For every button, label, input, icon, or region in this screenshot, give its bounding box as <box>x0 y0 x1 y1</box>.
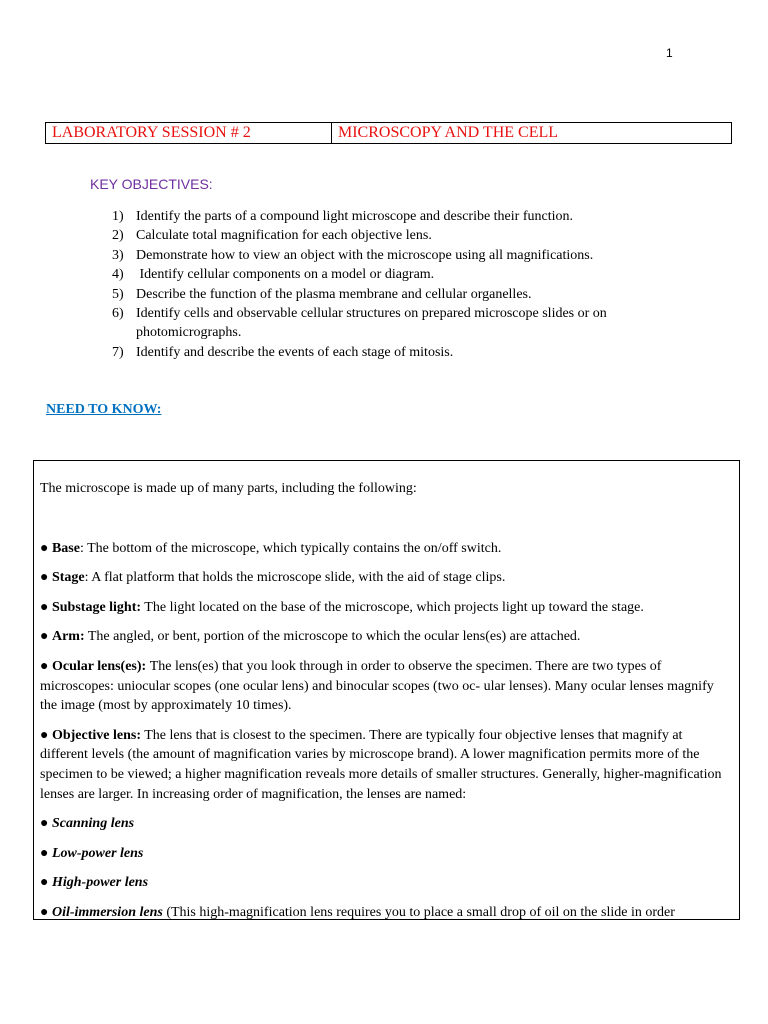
list-item: ● Ocular lens(es): The lens(es) that you look through in order to observe the specimen. There are two types of microscopes: uniocular scopes (one ocular lens) and binocular scopes (two oc- ular lenses). Many ocular lenses magnify the image (most by approximately 10 times). <box>40 658 714 714</box>
list-item: 4) Identify cellular components on a model or diagram. <box>112 267 435 283</box>
list-item: ● High-power lens <box>40 875 149 891</box>
key-objectives-heading: KEY OBJECTIVES: <box>90 176 213 192</box>
objectives-list <box>112 207 672 362</box>
list-item: ● Scanning lens <box>40 816 135 832</box>
list-item: 5) Describe the function of the plasma membrane and cellular organelles. <box>112 286 532 302</box>
session-title-table <box>45 122 732 144</box>
list-item: 1) Identify the parts of a compound light microscope and describe their function. <box>112 209 573 224</box>
list-item: ● Arm: The angled, or bent, portion of the microscope to which the ocular lens(es) are attached. <box>40 629 581 645</box>
list-item: 2) Calculate total magnification for each objective lens. <box>112 228 432 244</box>
list-item: 7) Identify and describe the events of each stage of mitosis. <box>112 344 454 360</box>
list-item: ● Stage: A flat platform that holds the microscope slide, with the aid of stage clips. <box>40 570 506 586</box>
list-item: ● Low-power lens <box>40 845 144 861</box>
need-to-know-heading: NEED TO KNOW: <box>46 402 162 417</box>
page-number: 1 <box>666 46 673 60</box>
list-item: ● Oil-immersion lens (This high-magnification lens requires you to place a small drop of oil on the slide in order <box>40 904 675 920</box>
session-topic-cell: MICROSCOPY AND THE CELL <box>338 124 559 141</box>
list-item: ● Objective lens: The lens that is closest to the specimen. There are typically four objective lenses that magnify at different levels (the amount of magnification varies by microscope brand). A lower magnification permits more of the specimen to be viewed; a higher magnification reveals more details of smaller structures. Generally, higher-magnification lenses are larger. In increasing order of magnification, the lenses are named: <box>40 727 722 802</box>
microscope-parts-box <box>33 460 740 920</box>
intro-text: The microscope is made up of many parts, including the following: <box>40 481 417 496</box>
session-number-cell: LABORATORY SESSION # 2 <box>46 123 332 143</box>
list-item: 3) Demonstrate how to view an object with the microscope using all magnifications. <box>112 247 594 263</box>
list-item: 6) Identify cells and observable cellular structures on prepared microscope slides or on photomicrographs. <box>112 306 607 341</box>
list-item: ● Substage light: The light located on the base of the microscope, which projects light up toward the stage. <box>40 599 644 615</box>
list-item: ● Base: The bottom of the microscope, which typically contains the on/off switch. <box>40 540 502 556</box>
